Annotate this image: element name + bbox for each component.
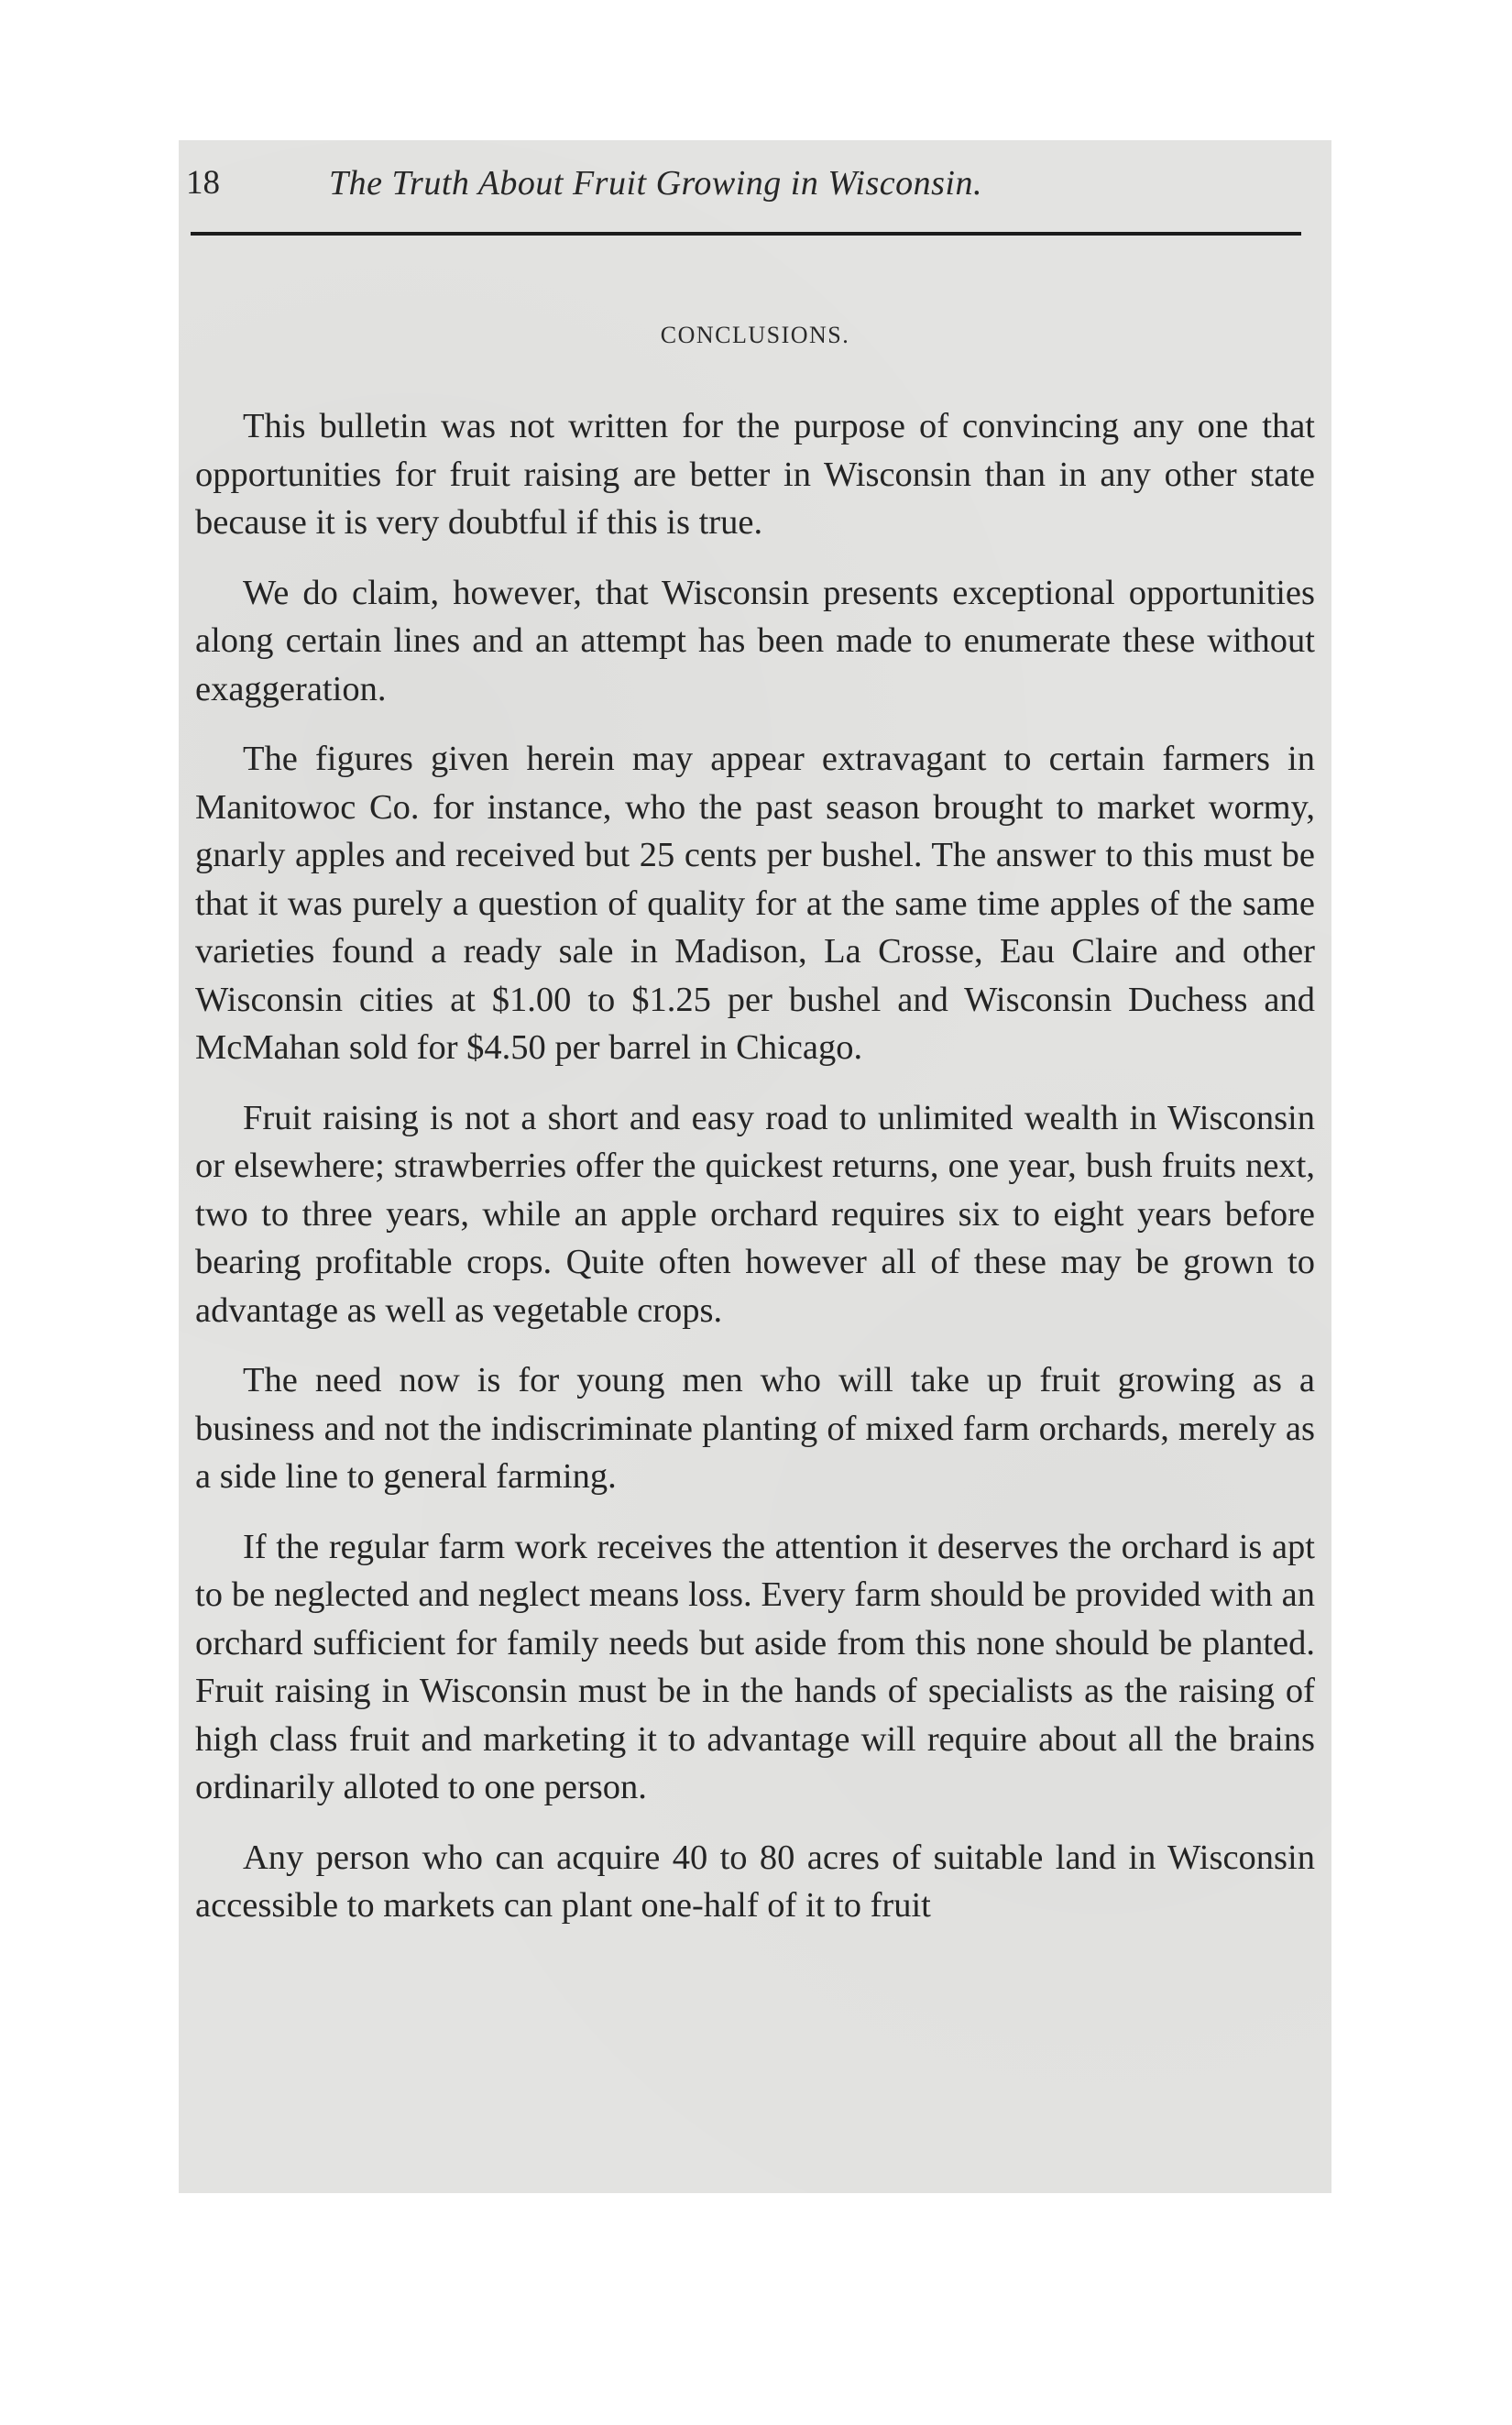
paragraph: This bulletin was not written for the purpose of convincing any one that opportunities for fruit raising are better in Wisconsin than in any other state because it is very doubtful if this is true. xyxy=(195,407,1315,542)
section-heading: CONCLUSIONS. xyxy=(660,322,850,348)
scanned-page xyxy=(179,140,1331,2193)
paragraph: The need now is for young men who will take up fruit growing as a business and not the indiscriminate planting of mixed farm orchards, merely as a side line to general farming. xyxy=(195,1361,1315,1496)
running-head xyxy=(186,160,1322,215)
body-text xyxy=(195,402,1315,1952)
running-title: The Truth About Fruit Growing in Wisconsin. xyxy=(329,164,982,203)
header-rule xyxy=(191,232,1301,236)
page-number: 18 xyxy=(186,164,220,202)
paragraph: We do claim, however, that Wisconsin presents exceptional opportunities along certain lines and an attempt has been made to enumerate these without exaggeration. xyxy=(195,573,1315,708)
paragraph: The figures given herein may appear extravagant to certain farmers in Manitowoc Co. for instance, who the past season brought to market wormy, gnarly apples and received but 25 cents per bushel. The answer to this must be that it was purely a question of quality for at the same time apples of the same varieties found a ready sale in Madison, La Crosse, Eau Claire and other Wisconsin cities at $1.00 to $1.25 per bushel and Wisconsin Duchess and McMahan sold for $4.50 per barrel in Chicago. xyxy=(195,740,1315,1067)
paragraph: If the regular farm work receives the attention it deserves the orchard is apt to be neglected and neglect means loss. Every farm should be provided with an orchard sufficient for family needs but aside from this none should be planted. Fruit raising in Wisconsin must be in the hands of specialists as the raising of high class fruit and marketing it to advantage will require about all the brains ordinarily alloted to one person. xyxy=(195,1527,1315,1806)
paragraph: Any person who can acquire 40 to 80 acres of suitable land in Wisconsin accessible to markets can plant one-half of it to fruit xyxy=(195,1838,1315,1925)
paragraph: Fruit raising is not a short and easy road to unlimited wealth in Wisconsin or elsewhere; strawberries offer the quickest returns, one year, bush fruits next, two to three years, while an apple orchard requires six to eight years before bearing profitable crops. Quite often however all of these may be grown to advantage as well as vegetable crops. xyxy=(195,1098,1315,1330)
